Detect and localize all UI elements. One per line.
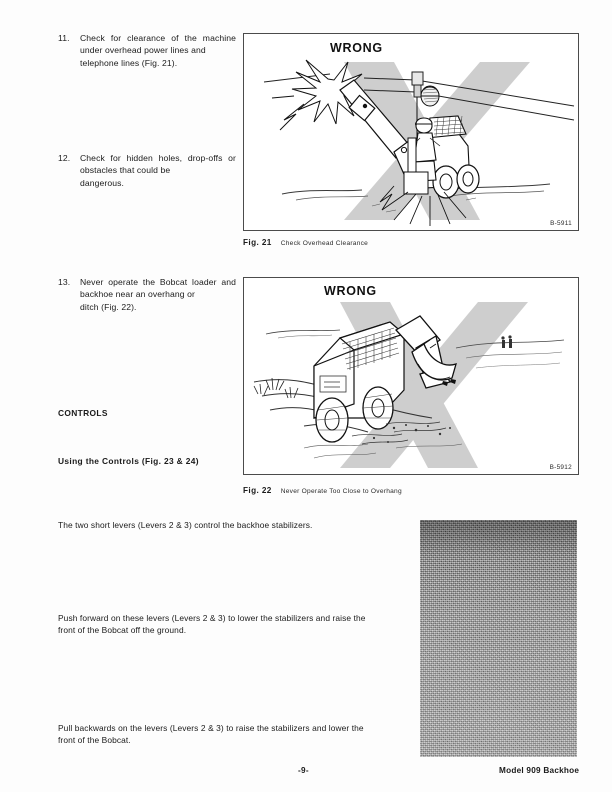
safety-item-13-number: 13.: [58, 277, 71, 287]
subsection-heading-using-the-controls: Using the Controls (Fig. 23 & 24): [58, 456, 199, 466]
figure-22-caption-text: Never Operate Too Close to Overhang: [280, 488, 402, 495]
figure-21-code: B-5911: [550, 220, 572, 227]
safety-item-12: [58, 152, 236, 189]
figure-21-wrong-label: WRONG: [330, 41, 383, 55]
figure-22-illustration: [244, 278, 578, 474]
safety-item-11-text: Check for clearance of the machine under overhead power lines and telephone lines (Fig. 21).: [80, 33, 236, 68]
paragraph-pull-backwards: Pull backwards on the levers (Levers 2 & 3) to raise the stabilizers and lower the front of the Bobcat.: [58, 723, 364, 746]
figure-21-caption-text: Check Overhead Clearance: [280, 240, 369, 247]
machine-photo: [420, 520, 577, 757]
machine-photo-caption: Model 909 Backhoe: [499, 766, 580, 775]
figure-22-wrong-label: WRONG: [324, 284, 377, 298]
figure-22-number: Fig. 22: [243, 486, 272, 495]
paragraph-push-forward: Push forward on these levers (Levers 2 & 3) to lower the stabilizers and raise the front of the Bobcat off the ground.: [58, 613, 366, 636]
figure-21-illustration: [244, 34, 578, 230]
safety-item-13: [58, 276, 236, 313]
page-number: -9-: [298, 766, 309, 775]
paragraph-stabilizers: The two short levers (Levers 2 & 3) control the backhoe stabilizers.: [58, 520, 313, 530]
safety-item-11: [58, 32, 236, 69]
safety-item-11-number: 11.: [58, 33, 70, 43]
figure-21-caption: [243, 238, 368, 247]
safety-item-12-text: Check for hidden holes, drop-offs or obstacles that could be dangerous.: [80, 153, 237, 188]
section-heading-controls: CONTROLS: [58, 408, 108, 418]
safety-item-12-number: 12.: [58, 153, 71, 163]
figure-21-frame: [243, 33, 579, 231]
figure-22-frame: [243, 277, 579, 475]
figure-22-caption: [243, 486, 402, 495]
figure-21-number: Fig. 21: [243, 238, 272, 247]
photo-halftone-grain-secondary: [420, 520, 577, 757]
figure-22-code: B-5912: [549, 464, 572, 471]
safety-item-13-text: Never operate the Bobcat loader and backhoe near an overhang or ditch (Fig. 22).: [80, 277, 237, 312]
